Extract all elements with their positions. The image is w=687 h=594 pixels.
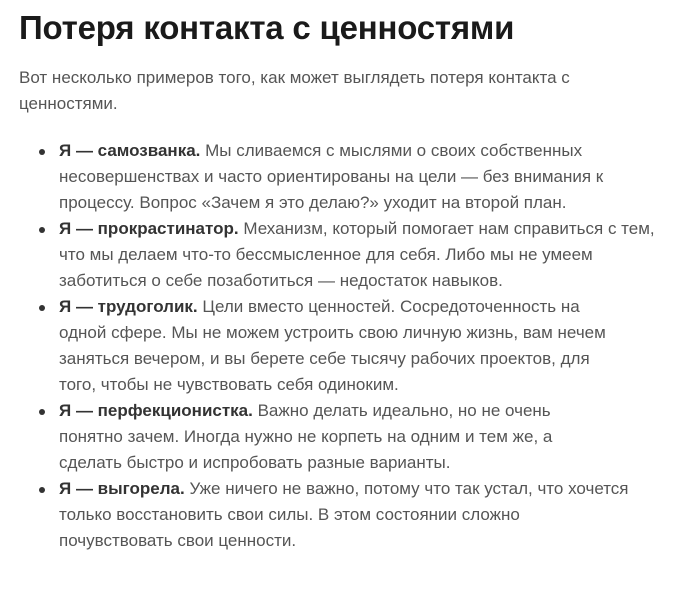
list-item <box>19 476 629 554</box>
bullet-dot-icon <box>39 227 45 233</box>
list-item <box>19 294 619 398</box>
list-item <box>19 216 661 294</box>
item-term: Я — выгорела. <box>59 479 185 498</box>
item-text: Уже ничего не важно, потому что так устал, что хочется только восстановить свои силы. В этом состоянии сложно почувствовать свои ценности. <box>59 479 629 550</box>
bullet-dot-icon <box>39 409 45 415</box>
item-text: Важно делать идеально, но не очень понятно зачем. Иногда нужно не корпеть на одним и тем же, а сделать быстро и испробовать разные варианты. <box>59 401 553 472</box>
list-item <box>19 138 661 216</box>
article-title: Потеря контакта с ценностями <box>19 9 515 46</box>
bullet-dot-icon <box>39 305 45 311</box>
item-text: Мы сливаемся с мыслями о своих собственных несовершенствах и часто ориентированы на цели — без внимания к процессу. Вопрос «Зачем я это делаю?» уходит на второй план. <box>59 141 604 212</box>
bullet-dot-icon <box>39 149 45 155</box>
item-term: Я — перфекционистка. <box>59 401 253 420</box>
list-item <box>19 398 619 476</box>
item-term: Я — прокрастинатор. <box>59 219 239 238</box>
article <box>19 8 669 554</box>
bullet-dot-icon <box>39 487 45 493</box>
article-intro: Вот несколько примеров того, как может выглядеть потеря контакта с ценностями. <box>19 68 570 113</box>
item-text: Механизм, который помогает нам справиться с тем, что мы делаем что-то бессмысленное для себя. Либо мы не умеем заботиться о себе позаботиться — недостаток навыков. <box>59 219 655 290</box>
examples-list <box>19 138 669 554</box>
item-term: Я — самозванка. <box>59 141 201 160</box>
item-term: Я — трудоголик. <box>59 297 198 316</box>
item-text: Цели вместо ценностей. Сосредоточенность на одной сфере. Мы не можем устроить свою личную жизнь, вам нечем заняться вечером, и вы берете себе тысячу рабочих проектов, для того, чтобы не чувствовать себя одиноким. <box>59 297 606 394</box>
